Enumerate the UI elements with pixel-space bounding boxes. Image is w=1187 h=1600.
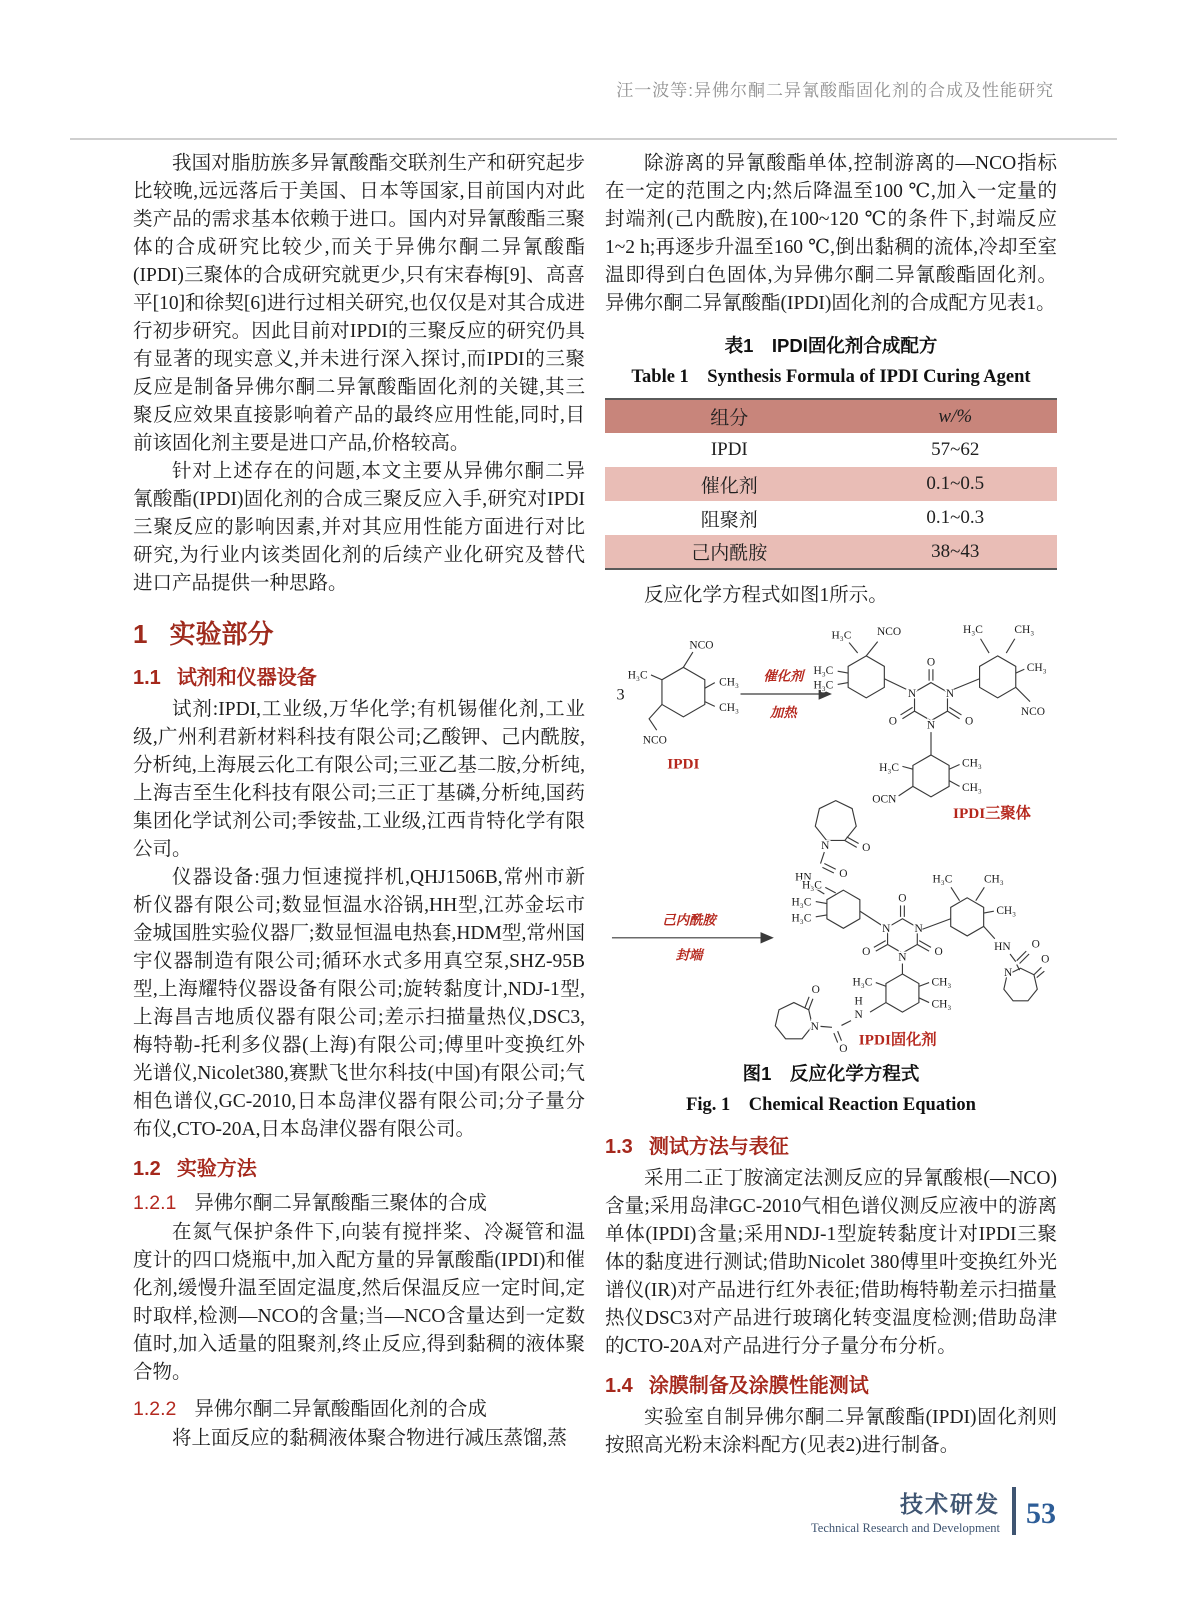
svg-text:CH₃: CH₃: [996, 905, 1017, 917]
footer-section: [811, 1486, 1000, 1536]
cell-value: 0.1~0.3: [926, 507, 985, 528]
svg-text:CH₃: CH₃: [962, 757, 982, 770]
svg-text:N: N: [914, 923, 923, 936]
svg-text:H₃C: H₃C: [852, 976, 873, 989]
table-row: [605, 433, 1057, 467]
svg-text:CH₃: CH₃: [931, 998, 952, 1011]
svg-text:H₃C: H₃C: [813, 665, 834, 677]
footer-section-zh: 技术研发: [900, 1491, 1000, 1517]
paragraph: 在氮气保护条件下,向装有搅拌桨、冷凝管和温度计的四口烧瓶中,加入配方量的异氰酸酯(IPDI)和催化剂,缓慢升温至固定温度,然后保温反应一定时间,定时取样,检测—NCO的含量;当—NCO含量达到一定数值时,加入适量的阻聚剂,终止反应,得到黏稠的液体聚合物。: [133, 1222, 585, 1383]
page-number: 53: [1026, 1497, 1056, 1530]
svg-text:CH₃: CH₃: [931, 976, 952, 989]
cell-component: IPDI: [710, 439, 748, 460]
svg-text:H₃C: H₃C: [802, 879, 822, 892]
page-footer: [811, 1486, 1056, 1536]
reaction-arrow-2: [612, 912, 774, 962]
condition-heat: 加热: [770, 704, 797, 720]
table1-caption-zh: 表1 IPDI固化剂合成配方: [724, 335, 938, 356]
figure1-caption-en: Fig. 1 Chemical Reaction Equation: [686, 1095, 976, 1115]
section-heading-1-2-1: [133, 1187, 585, 1215]
ipdi-monomer-structure: [616, 639, 739, 772]
svg-text:3: 3: [616, 685, 625, 704]
nco-label: NCO: [642, 734, 667, 747]
svg-text:CH₃: CH₃: [1014, 624, 1035, 637]
right-column: [605, 150, 1057, 1460]
svg-text:O: O: [839, 867, 848, 880]
column-header: w/%: [938, 405, 973, 427]
svg-text:NCO: NCO: [877, 625, 902, 638]
svg-text:H₃C: H₃C: [962, 624, 983, 637]
svg-text:H₃C: H₃C: [879, 762, 900, 775]
ipdi-curing-agent-structure: [775, 801, 1049, 1054]
cell-value: 57~62: [931, 439, 980, 460]
svg-text:N: N: [1004, 966, 1013, 979]
svg-text:CH₃: CH₃: [1026, 662, 1047, 675]
column-header: 组分: [710, 408, 749, 429]
paragraph: 试剂:IPDI,工业级,万华化学;有机锡催化剂,工业级,广州利君新材料科技有限公司;乙酸钾、己内酰胺,分析纯,上海展云化工有限公司;三亚乙基二胺,分析纯,上海吉至生化科技有限公司;三正丁基磷,分析纯,国药集团化学试剂公司;季铵盐,工业级,江西肯特化学有限公司。: [133, 699, 585, 860]
svg-text:H₃C: H₃C: [791, 912, 812, 925]
paragraph: 实验室自制异佛尔酮二异氰酸酯(IPDI)固化剂则按照高光粉末涂料配方(见表2)进行制备。: [605, 1407, 1057, 1456]
section-title: 试剂和仪器设备: [176, 667, 317, 689]
two-column-body: [133, 150, 1057, 1460]
section-heading-1-2-2: [133, 1393, 585, 1421]
ipdi-trimer-structure: [813, 624, 1046, 822]
svg-text:H₃C: H₃C: [791, 896, 812, 909]
paragraph: 将上面反应的黏稠液体聚合物进行减压蒸馏,蒸: [172, 1428, 567, 1449]
cell-value: 0.1~0.5: [926, 473, 985, 494]
svg-text:O: O: [1031, 938, 1040, 951]
svg-text:CH₃: CH₃: [983, 873, 1004, 886]
svg-text:CH₃: CH₃: [962, 782, 982, 795]
condition-catalyst: 催化剂: [763, 668, 804, 684]
svg-text:O: O: [934, 945, 943, 958]
chemical-reaction-figure: [605, 614, 1057, 1054]
running-title: 汪一波等:异佛尔酮二异氰酸酯固化剂的合成及性能研究: [616, 81, 1054, 100]
footer-divider: [1012, 1487, 1016, 1535]
svg-text:O: O: [964, 715, 974, 728]
svg-text:OCN: OCN: [872, 793, 897, 806]
ch3-label: CH₃: [719, 702, 740, 715]
h3c-label: H₃C: [627, 669, 648, 682]
cell-component: 催化剂: [700, 475, 758, 497]
cell-component: 阻聚剂: [700, 509, 758, 531]
section-number: 1.4: [605, 1375, 633, 1397]
section-title: 实验部分: [169, 619, 274, 649]
section-heading-1: [133, 614, 585, 651]
section-heading-1-1: [133, 661, 585, 690]
table1-caption-en: Table 1 Synthesis Formula of IPDI Curing Agent: [631, 367, 1031, 387]
svg-text:N: N: [882, 923, 891, 936]
svg-text:NCO: NCO: [1020, 705, 1045, 718]
svg-text:O: O: [862, 945, 871, 958]
svg-text:N: N: [854, 1008, 863, 1021]
left-column: [133, 150, 585, 1460]
svg-text:HN: HN: [795, 871, 812, 884]
svg-text:O: O: [862, 842, 871, 855]
cell-value: 38~43: [931, 540, 980, 562]
product1-label: IPDI三聚体: [953, 804, 1031, 822]
section-heading-1-4: [605, 1369, 1057, 1398]
svg-text:O: O: [1041, 953, 1050, 966]
section-number: 1.2.2: [133, 1398, 177, 1420]
table-row: [605, 501, 1057, 535]
figure1: [605, 614, 1057, 1116]
svg-text:H₃C: H₃C: [813, 679, 834, 692]
section-title: 实验方法: [176, 1158, 257, 1180]
section-heading-1-3: [605, 1130, 1057, 1159]
paragraph: 仪器设备:强力恒速搅拌机,QHJ1506B,常州市新析仪器有限公司;数显恒温水浴锅,HH型,江苏金坛市金城国胜实验仪器厂;数显恒温电热套,HDM型,常州国宇仪器制造有限公司;循环水式多用真空泵,SHZ-95B型,上海耀特仪器设备有限公司;旋转黏度计,NDJ-1型,上海昌吉地质仪器有限公司;差示扫描量热仪,DSC3,梅特勒-托利多仪器(上海)有限公司;傅里叶变换红外光谱仪,Nicolet380,赛默飞世尔科技(中国)有限公司;气相色谱仪,GC-2010,日本岛津仪器有限公司;分子量分布仪,CTO-20A,日本岛津仪器有限公司。: [133, 867, 585, 1140]
svg-text:O: O: [926, 656, 936, 669]
figure1-caption-zh: 图1 反应化学方程式: [742, 1063, 920, 1084]
condition-blocking: 封端: [675, 947, 703, 963]
header-divider: [70, 138, 1117, 140]
paragraph: 我国对脂肪族多异氰酸酯交联剂生产和研究起步比较晚,远远落后于美国、日本等国家,目前国内对此类产品的需求基本依赖于进口。国内对异氰酸酯三聚体的合成研究比较少,而关于异佛尔酮二异氰酸酯(IPDI)三聚体的合成研究就更少,只有宋春梅[9]、高喜平[10]和徐契[6]进行过相关研究,也仅仅是对其合成进行初步研究。因此目前对IPDI的三聚反应的研究仍具有显著的现实意义,并未进行深入探讨,而IPDI的三聚反应是制备异佛尔酮二异氰酸酯固化剂的关键,其三聚反应效果直接影响着产品的最终应用性能,同时,目前该固化剂主要是进口产品,价格较高。: [133, 153, 585, 454]
product2-label: IPDI固化剂: [858, 1031, 937, 1049]
section-number: 1.3: [605, 1136, 633, 1158]
section-title: 测试方法与表征: [648, 1136, 789, 1158]
section-title: 异佛尔酮二异氰酸酯三聚体的合成: [194, 1193, 487, 1214]
footer-section-en: Technical Research and Development: [811, 1521, 1000, 1535]
section-number: 1.2: [133, 1158, 161, 1180]
svg-text:O: O: [888, 715, 898, 728]
section-title: 异佛尔酮二异氰酸酯固化剂的合成: [194, 1399, 487, 1420]
table-row: [605, 467, 1057, 501]
svg-text:N: N: [810, 1021, 819, 1034]
paragraph: 除游离的异氰酸酯单体,控制游离的—NCO指标在一定的范围之内;然后降温至100 ℃,加入一定量的封端剂(己内酰胺),在100~120 ℃的条件下,封端反应1~2 h;再逐步升温至160 ℃,倒出黏稠的流体,冷却至室温即得到白色固体,为异佛尔酮二异氰酸酯固化剂。异佛尔酮二异氰酸酯(IPDI)固化剂的合成配方见表1。: [605, 153, 1057, 314]
svg-text:H: H: [854, 995, 863, 1008]
svg-text:O: O: [839, 1043, 848, 1054]
reactant-label: IPDI: [667, 755, 700, 773]
svg-text:O: O: [898, 892, 907, 905]
cell-component: 己内酰胺: [691, 543, 768, 564]
table-row: [605, 535, 1057, 569]
condition-caprolactam: 己内酰胺: [662, 912, 716, 928]
svg-text:N: N: [945, 687, 955, 700]
svg-text:HN: HN: [994, 941, 1011, 954]
svg-text:H₃C: H₃C: [831, 629, 852, 642]
svg-text:N: N: [926, 719, 936, 732]
section-number: 1.2.1: [133, 1192, 177, 1214]
svg-text:O: O: [811, 984, 820, 997]
section-heading-1-2: [133, 1152, 585, 1181]
table-header-row: [605, 399, 1057, 433]
ch3-label: CH₃: [719, 676, 740, 689]
section-title: 涂膜制备及涂膜性能测试: [648, 1375, 869, 1397]
section-number: 1: [133, 619, 148, 649]
paragraph: 针对上述存在的问题,本文主要从异佛尔酮二异氰酸酯(IPDI)固化剂的合成三聚反应入手,研究对IPDI三聚反应的影响因素,并对其应用性能方面进行对比研究,为行业内该类固化剂的后续产业化研究及替代进口产品提供一种思路。: [133, 461, 585, 594]
paragraph: 采用二正丁胺滴定法测反应的异氰酸根(—NCO)含量;采用岛津GC-2010气相色谱仪测反应液中的游离单体(IPDI)含量;采用NDJ-1型旋转黏度计对IPDI三聚体的黏度进行测试;借助Nicolet 380傅里叶变换红外光谱仪(IR)对产品进行红外表征;借助梅特勒差示扫描量热仪DSC3对产品进行玻璃化转变温度检测;借助岛津的CTO-20A对产品进行分子量分布分析。: [605, 1168, 1057, 1357]
section-number: 1.1: [133, 667, 161, 689]
svg-text:N: N: [907, 687, 917, 700]
svg-text:H₃C: H₃C: [932, 873, 953, 886]
paragraph: 反应化学方程式如图1所示。: [644, 585, 888, 606]
svg-text:N: N: [821, 840, 830, 853]
nco-label: NCO: [689, 639, 714, 652]
table1: [605, 398, 1057, 570]
svg-text:N: N: [898, 951, 907, 964]
